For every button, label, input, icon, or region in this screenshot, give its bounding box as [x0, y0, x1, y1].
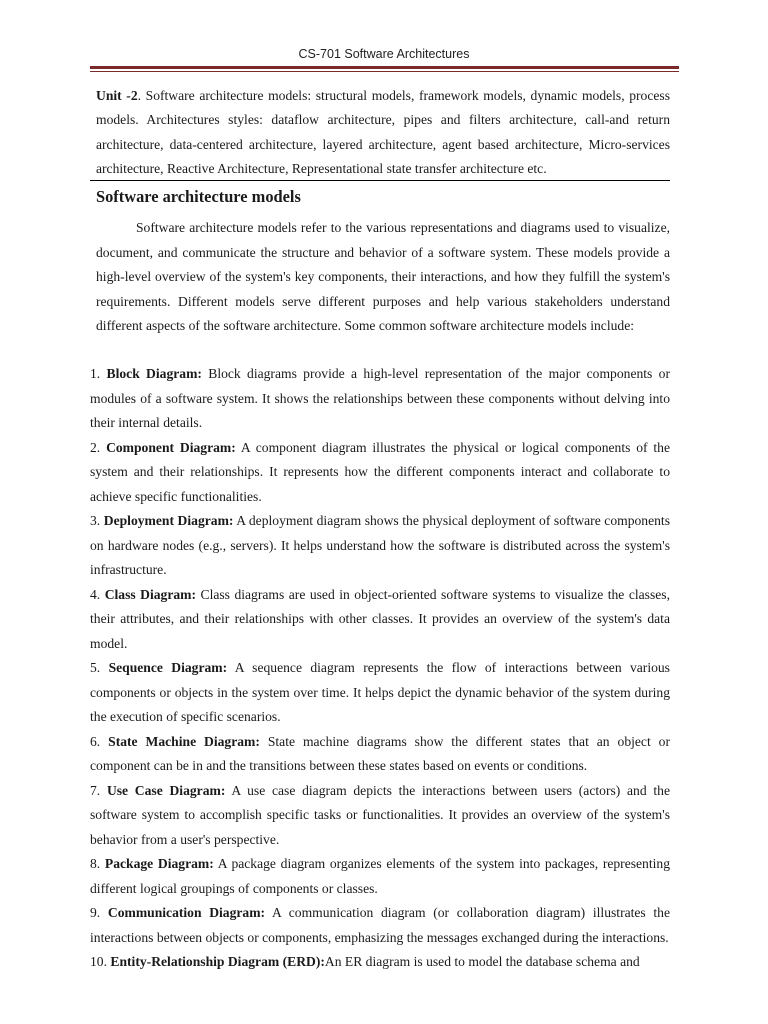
- item-number: 6.: [90, 733, 101, 749]
- unit-syllabus: [96, 84, 670, 182]
- item-description: A package diagram organizes elements of the system into packages, representing different logical groupings of components or classes.: [90, 856, 671, 896]
- list-item: [90, 362, 670, 436]
- item-term: Package Diagram:: [104, 856, 214, 871]
- section-title: Software architecture models: [96, 187, 301, 206]
- item-term: Component Diagram:: [106, 439, 236, 455]
- item-description: A communication diagram (or collaboration diagram) illustrates the interactions between objects or components, emphasizing the messages exchanged during the interactions.: [90, 905, 671, 945]
- list-item: [90, 901, 670, 950]
- item-number: 10.: [90, 954, 107, 969]
- item-number: 5.: [90, 660, 101, 675]
- item-description: A sequence diagram represents the flow of interactions between various components or objects in the system over time. It helps depict the dynamic behavior of the system during the execution of specific scenarios.: [90, 660, 670, 724]
- item-term: Deployment Diagram:: [103, 513, 234, 528]
- item-term: Class Diagram:: [104, 586, 197, 602]
- item-term: Entity-Relationship Diagram (ERD):: [110, 954, 325, 969]
- unit-syllabus-text: . Software architecture models: structural models, framework models, dynamic models, process models. Architectures styles: dataflow architecture, pipes and filters architecture, call-and return architecture, data-centered architecture, layered architecture, agent based architecture, Micro-services architecture, Reactive Architecture, Representational state transfer architecture etc.: [96, 88, 670, 177]
- item-number: 4.: [90, 586, 101, 602]
- list-item: [90, 779, 670, 853]
- item-description: Class diagrams are used in object-oriented software systems to visualize the classes, their attributes, and their relationships with other classes. It provides an overview of the system's data model.: [90, 586, 670, 651]
- page-header: CS-701 Software Architectures: [298, 47, 470, 61]
- item-term: Sequence Diagram:: [108, 660, 228, 675]
- list-item: [90, 656, 670, 730]
- item-term: Communication Diagram:: [107, 905, 266, 920]
- header-rule-thick: [90, 66, 679, 69]
- list-item: [90, 583, 670, 657]
- list-item: [90, 509, 670, 583]
- item-description: A use case diagram depicts the interactions between users (actors) and the software system to accomplish specific tasks or functionalities. It provides an overview of the system's behavior from a user's perspective.: [90, 782, 670, 847]
- list-item: [90, 852, 670, 901]
- section-intro: Software architecture models refer to the various representations and diagrams used to visualize, document, and communicate the structure and behavior of a software system. These models provide a high-level overview of the system's key components, their interactions, and how they fulfill the system's requirements. Different models serve different purposes and help various stakeholders understand different aspects of the software architecture. Some common software architecture models include:: [96, 220, 670, 333]
- item-description: A component diagram illustrates the physical or logical components of the system and their relationships. It represents how the different components interact and collaborate to achieve specific functionalities.: [90, 439, 671, 504]
- list-item: [90, 730, 670, 779]
- item-number: 3.: [90, 513, 101, 528]
- models-list: [90, 362, 670, 975]
- item-number: 2.: [90, 439, 101, 455]
- item-description: An ER diagram is used to model the database schema and: [324, 954, 640, 969]
- syllabus-divider: [90, 180, 670, 181]
- item-description: State machine diagrams show the different states that an object or component can be in and the transitions between these states based on events or conditions.: [90, 733, 670, 773]
- item-number: 7.: [90, 782, 101, 798]
- unit-label: Unit -2: [96, 88, 138, 103]
- item-number: 8.: [90, 856, 101, 871]
- item-number: 9.: [90, 905, 101, 920]
- item-term: State Machine Diagram:: [108, 733, 260, 749]
- header-rule-thin: [90, 71, 679, 72]
- item-term: Block Diagram:: [106, 366, 202, 381]
- item-number: 1.: [90, 366, 101, 381]
- list-item: [90, 950, 670, 975]
- item-term: Use Case Diagram:: [106, 782, 226, 798]
- list-item: [90, 436, 670, 510]
- item-description: A deployment diagram shows the physical deployment of software components on hardware nodes (e.g., servers). It helps understand how the software is distributed across the system's infrastructure.: [90, 513, 670, 577]
- item-description: Block diagrams provide a high-level representation of the major components or modules of a software system. It shows the relationships between these components without delving into their internal details.: [90, 366, 670, 430]
